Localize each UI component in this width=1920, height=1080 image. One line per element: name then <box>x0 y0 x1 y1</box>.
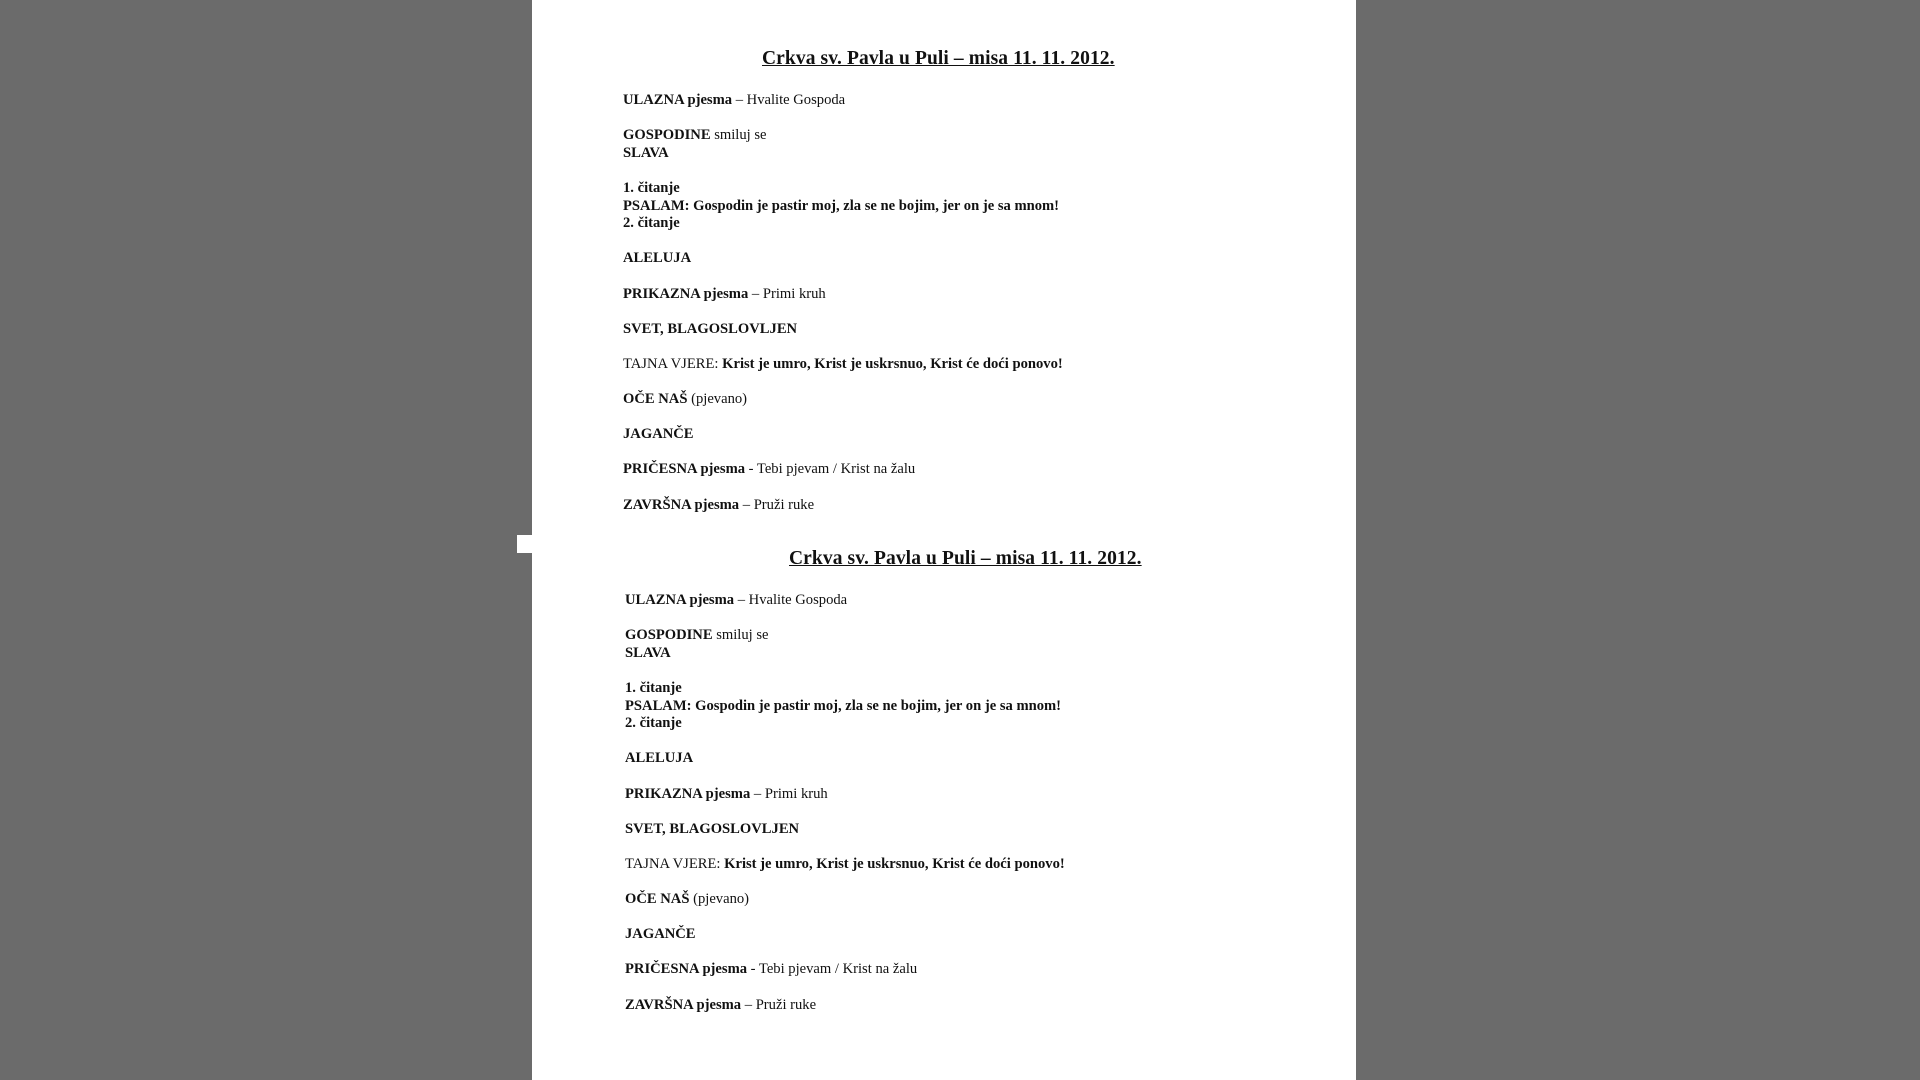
offertory-hymn-line: PRIKAZNA pjesma – Primi kruh <box>623 285 826 302</box>
closing-hymn-line: ZAVRŠNA pjesma – Pruži ruke <box>625 996 817 1013</box>
mystery-of-faith-line: TAJNA VJERE: Krist je umro, Krist je uskrsnuo, Krist će doći ponovo! <box>623 355 1063 372</box>
lamb-of-god-line: JAGANČE <box>623 426 694 443</box>
our-father-line: OČE NAŠ (pjevano) <box>623 391 748 408</box>
communion-hymn-line: PRIČESNA pjesma - Tebi pjevam / Krist na žalu <box>625 961 918 978</box>
mystery-of-faith-line: TAJNA VJERE: Krist je umro, Krist je uskrsnuo, Krist će doći ponovo! <box>625 855 1065 872</box>
program-body <box>623 92 1063 514</box>
kyrie-line: GOSPODINE smiluj se <box>625 627 769 644</box>
program-title: Crkva sv. Pavla u Puli – misa 11. 11. 2012. <box>789 548 1142 569</box>
sanctus-line: SVET, BLAGOSLOVLJEN <box>623 320 798 337</box>
program-body <box>625 592 1065 1014</box>
first-reading-line: 1. čitanje <box>625 679 682 696</box>
alleluia-line: ALELUJA <box>623 250 692 267</box>
offertory-hymn-line: PRIKAZNA pjesma – Primi kruh <box>625 785 828 802</box>
gloria-line: SLAVA <box>623 144 669 161</box>
psalm-line: PSALAM: Gospodin je pastir moj, zla se ne bojim, jer on je sa mnom! <box>623 197 1060 214</box>
kyrie-line: GOSPODINE smiluj se <box>623 127 767 144</box>
first-reading-line: 1. čitanje <box>623 179 680 196</box>
gloria-line: SLAVA <box>625 644 671 661</box>
closing-hymn-line: ZAVRŠNA pjesma – Pruži ruke <box>623 496 815 513</box>
second-reading-line: 2. čitanje <box>623 215 680 232</box>
communion-hymn-line: PRIČESNA pjesma - Tebi pjevam / Krist na žalu <box>623 461 916 478</box>
lamb-of-god-line: JAGANČE <box>625 926 696 943</box>
sanctus-line: SVET, BLAGOSLOVLJEN <box>625 820 800 837</box>
document-page <box>532 0 1356 1080</box>
alleluia-line: ALELUJA <box>625 750 694 767</box>
entrance-hymn-line: ULAZNA pjesma – Hvalite Gospoda <box>623 92 846 108</box>
page-scroll-tab[interactable] <box>517 535 532 553</box>
our-father-line: OČE NAŠ (pjevano) <box>625 891 750 908</box>
second-reading-line: 2. čitanje <box>625 715 682 732</box>
program-title: Crkva sv. Pavla u Puli – misa 11. 11. 2012. <box>762 48 1115 69</box>
psalm-line: PSALAM: Gospodin je pastir moj, zla se ne bojim, jer on je sa mnom! <box>625 697 1062 714</box>
entrance-hymn-line: ULAZNA pjesma – Hvalite Gospoda <box>625 592 848 608</box>
